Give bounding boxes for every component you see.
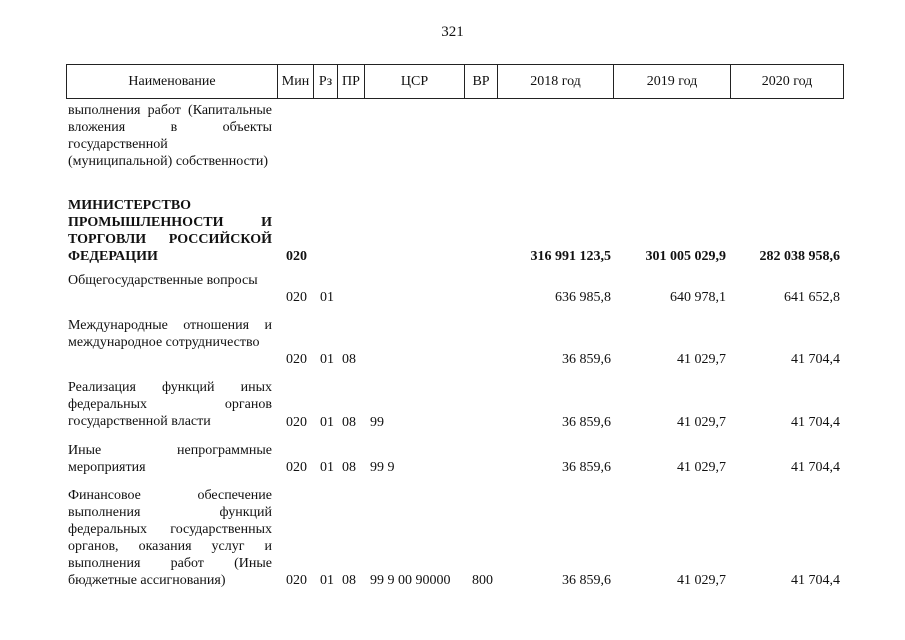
row-2018: 36 859,6 <box>562 460 611 475</box>
row-2018: 316 991 123,5 <box>530 249 611 264</box>
row-min: 020 <box>286 460 307 475</box>
row-2020: 41 704,4 <box>791 460 840 475</box>
row-min: 020 <box>286 573 307 588</box>
row-min: 020 <box>286 415 307 430</box>
row-min: 020 <box>286 249 307 264</box>
header-2020: 2020 год <box>761 74 813 89</box>
row-2018: 636 985,8 <box>555 290 611 305</box>
header-2019: 2019 год <box>614 65 731 98</box>
row-name: выполнения работ (Капитальные вложения в объекты государственной (муниципальной) собственности) <box>68 103 272 169</box>
row-name: Реализация функций иных федеральных органов государственной власти <box>68 380 272 429</box>
row-2019: 41 029,7 <box>677 415 726 430</box>
page-number: 321 <box>441 24 464 40</box>
row-2020: 41 704,4 <box>791 415 840 430</box>
header-pr: ПР <box>338 65 365 98</box>
row-rz: 01 <box>320 460 334 475</box>
row-pr: 08 <box>342 573 356 588</box>
row-2020: 41 704,4 <box>791 573 840 588</box>
row-vr: 800 <box>472 573 493 588</box>
row-rz: 01 <box>320 573 334 588</box>
table-header <box>66 64 844 99</box>
row-name: Общегосударственные вопросы <box>68 273 258 288</box>
row-2018: 36 859,6 <box>562 573 611 588</box>
row-rz: 01 <box>320 290 334 305</box>
row-name: Финансовое обеспечение выполнения функций федеральных государственных органов, оказания услуг и выполнения работ (Иные бюджетные ассигнования) <box>68 488 272 588</box>
row-2019: 41 029,7 <box>677 460 726 475</box>
row-csr: 99 9 00 90000 <box>370 573 451 588</box>
row-pr: 08 <box>342 460 356 475</box>
header-2018: 2018 год <box>498 65 614 98</box>
row-name: Иные непрограммные мероприятия <box>68 443 272 475</box>
row-2019: 41 029,7 <box>677 352 726 367</box>
header-vr: ВР <box>465 65 498 98</box>
row-name: Международные отношения и международное сотрудничество <box>68 318 272 350</box>
header-rz: Рз <box>314 65 338 98</box>
row-name: МИНИСТЕРСТВО ПРОМЫШЛЕННОСТИ И ТОРГОВЛИ РОССИЙСКОЙ ФЕДЕРАЦИИ <box>68 198 272 264</box>
row-csr: 99 <box>370 415 384 430</box>
row-2019: 41 029,7 <box>677 573 726 588</box>
row-min: 020 <box>286 290 307 305</box>
row-2020: 641 652,8 <box>784 290 840 305</box>
row-2019: 640 978,1 <box>670 290 726 305</box>
header-name: Наименование <box>67 65 278 98</box>
row-csr: 99 9 <box>370 460 395 475</box>
row-2019: 301 005 029,9 <box>645 249 726 264</box>
row-min: 020 <box>286 352 307 367</box>
row-2020: 41 704,4 <box>791 352 840 367</box>
header-min: Мин <box>278 65 314 98</box>
row-pr: 08 <box>342 352 356 367</box>
row-2018: 36 859,6 <box>562 352 611 367</box>
row-2020: 282 038 958,6 <box>759 249 840 264</box>
row-rz: 01 <box>320 415 334 430</box>
header-csr: ЦСР <box>365 65 465 98</box>
row-pr: 08 <box>342 415 356 430</box>
row-2018: 36 859,6 <box>562 415 611 430</box>
row-rz: 01 <box>320 352 334 367</box>
